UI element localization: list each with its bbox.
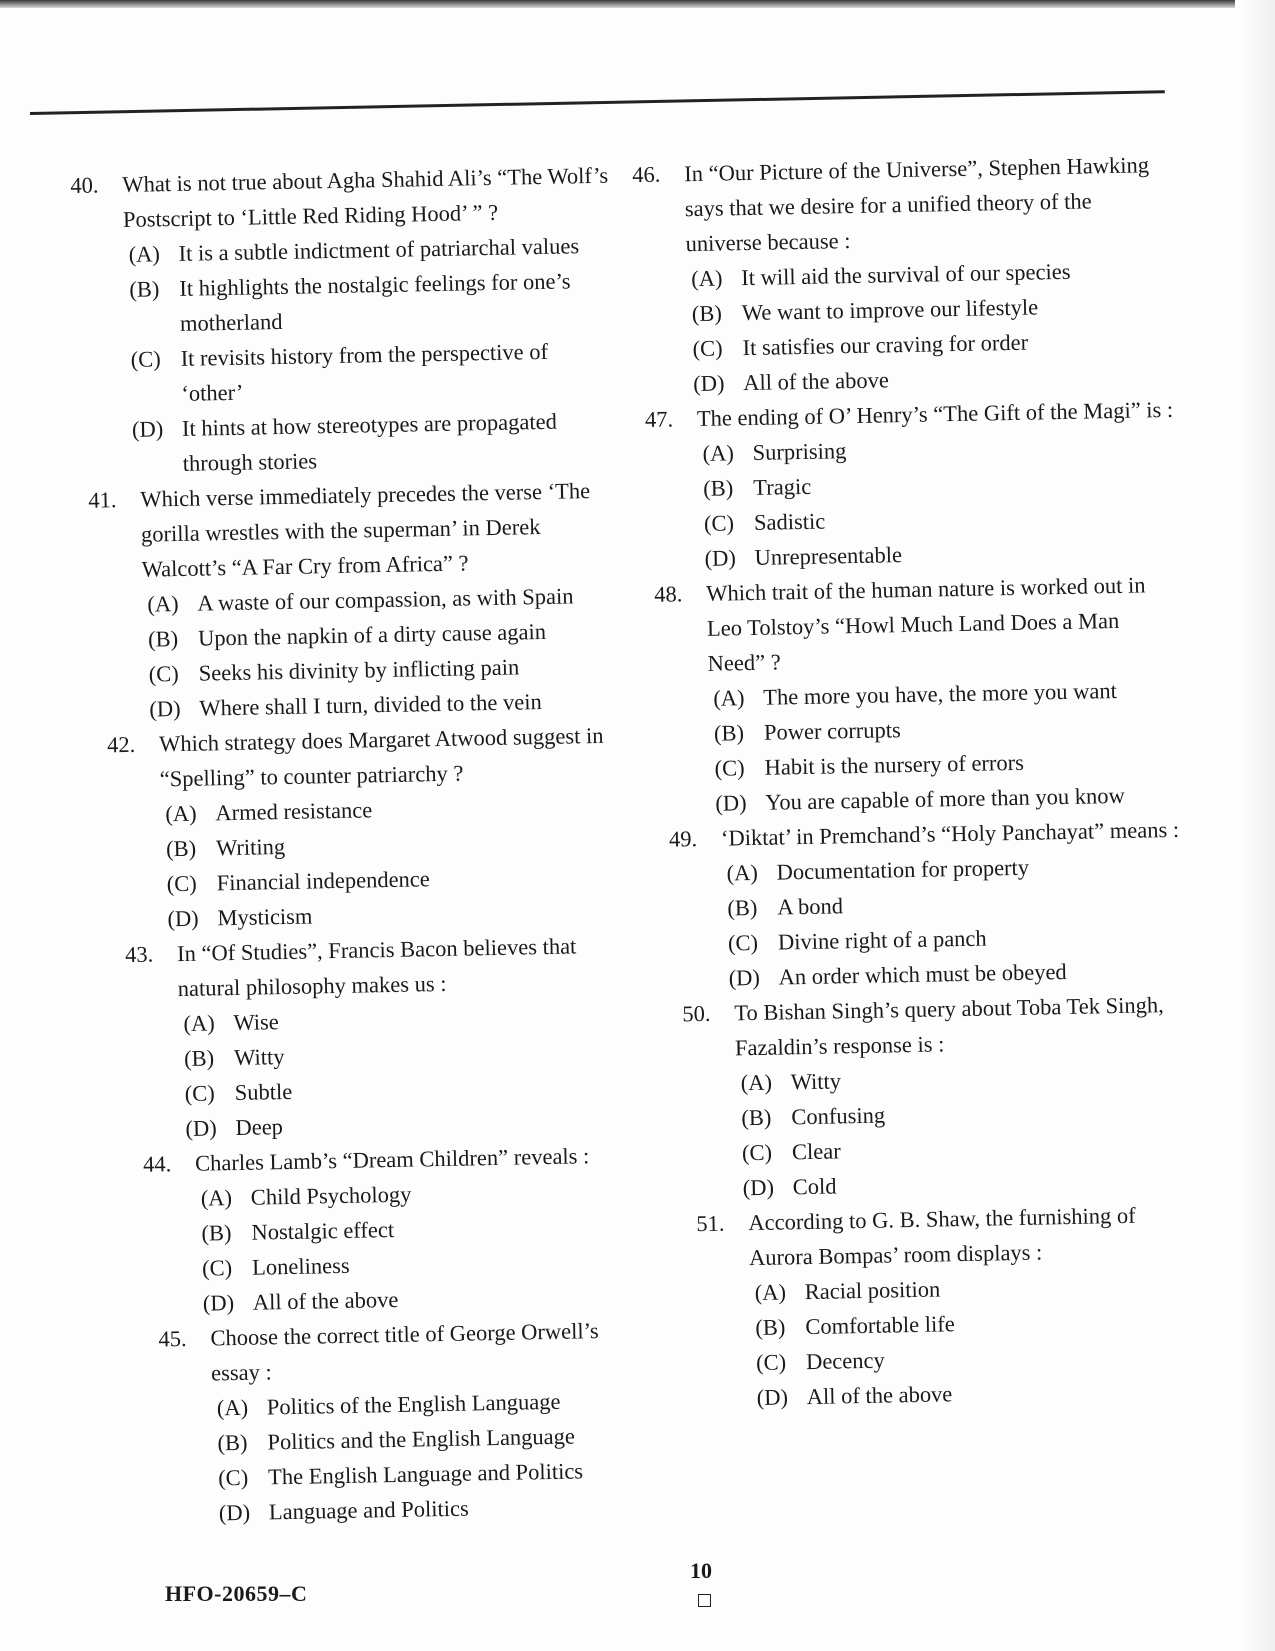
- right-column: [632, 147, 1198, 1522]
- question-number: 50.: [682, 1000, 711, 1027]
- option-label: (C): [184, 1080, 216, 1106]
- question-number: 45.: [158, 1325, 187, 1352]
- option-label: (D): [756, 1384, 789, 1411]
- option-label: (C): [692, 335, 723, 362]
- option-list: [697, 427, 1180, 576]
- option-list: [142, 578, 621, 727]
- paper-code: HFO-20659–C: [165, 1581, 308, 1606]
- option-label: (B): [147, 626, 179, 652]
- option-text: You are capable of more than you know: [765, 782, 1125, 815]
- option-text: It is a subtle indictment of patriarchal values: [178, 233, 580, 266]
- question-number: 41.: [88, 487, 117, 513]
- question-body: [721, 812, 1188, 996]
- question-content: [70, 146, 1216, 1532]
- scan-edge-right: [1235, 0, 1275, 1651]
- option-label: (A): [713, 685, 745, 711]
- header-rule: [30, 90, 1165, 115]
- option-text: Language and Politics: [268, 1495, 469, 1525]
- question-text: To Bishan Singh’s query about Toba Tek Singh, Fazaldin’s response is :: [734, 992, 1164, 1061]
- option-list: [160, 788, 625, 937]
- option-text: Documentation for property: [776, 854, 1030, 885]
- question-body: [748, 1197, 1196, 1415]
- option-text: Habit is the nursery of errors: [764, 749, 1025, 780]
- option-label: (D): [715, 790, 747, 816]
- option-label: (B): [183, 1045, 215, 1071]
- question-number: 47.: [644, 406, 674, 433]
- option-label: (C): [130, 346, 161, 372]
- question-text: According to G. B. Shaw, the furnishing of Aurora Bompas’ room displays :: [748, 1202, 1136, 1271]
- option-label: (A): [165, 800, 197, 827]
- option-item: [751, 1372, 1196, 1416]
- option-list: [708, 672, 1185, 821]
- option-label: (D): [167, 905, 199, 932]
- option-text: Deep: [235, 1114, 284, 1140]
- option-text: Witty: [790, 1068, 842, 1095]
- option-label: (C): [714, 755, 745, 781]
- option-item: [127, 403, 616, 482]
- option-text: Financial independence: [216, 866, 430, 896]
- option-text: Child Psychology: [250, 1181, 412, 1210]
- option-text: Subtle: [234, 1078, 293, 1106]
- option-text: It hints at how stereotypes are propagated through stories: [181, 408, 558, 476]
- option-label: (C): [166, 870, 197, 897]
- option-text: All of the above: [743, 367, 890, 396]
- question-text: Choose the correct title of George Orwell’s essay :: [210, 1318, 599, 1386]
- page-number: 10: [690, 1558, 712, 1583]
- option-label: (B): [713, 720, 745, 746]
- option-text: Loneliness: [251, 1252, 350, 1280]
- question-columns: [70, 146, 1216, 1532]
- option-list: [721, 847, 1188, 996]
- left-column: [70, 158, 636, 1533]
- option-text: Armed resistance: [215, 797, 373, 826]
- question-text: In “Of Studies”, Francis Bacon believes that natural philosophy makes us :: [176, 933, 577, 1002]
- option-label: (A): [690, 265, 723, 292]
- question-body: [734, 987, 1192, 1206]
- option-label: (D): [185, 1115, 217, 1141]
- option-label: (D): [728, 964, 761, 991]
- option-label: (B): [129, 276, 160, 302]
- option-text: Where shall I turn, divided to the vein: [199, 689, 542, 721]
- option-text: Nostalgic effect: [251, 1216, 395, 1245]
- option-text: Upon the napkin of a dirty cause again: [197, 618, 547, 651]
- option-label: (B): [165, 835, 197, 862]
- option-label: (C): [148, 661, 179, 687]
- option-label: (A): [702, 440, 735, 466]
- option-label: (D): [202, 1290, 235, 1316]
- question-number: 51.: [696, 1210, 725, 1237]
- option-label: (A): [183, 1010, 215, 1036]
- question: [158, 1312, 636, 1531]
- question-text: Charles Lamb’s “Dream Children” reveals :: [194, 1143, 590, 1176]
- question-body: [706, 567, 1185, 821]
- option-text: Clear: [791, 1138, 841, 1165]
- option-list: [686, 252, 1177, 401]
- option-text: Racial position: [804, 1276, 941, 1305]
- question-number: 43.: [124, 941, 154, 968]
- question-body: [177, 927, 629, 1146]
- option-text: All of the above: [252, 1286, 399, 1315]
- question: [143, 1137, 632, 1321]
- question: [70, 158, 616, 483]
- option-label: (C): [741, 1139, 773, 1166]
- option-text: It highlights the nostalgic feelings for one’s motherland: [179, 268, 571, 336]
- question-text: In “Our Picture of the Universe”, Stephen Hawking says that we desire for a unified theory of the universe because :: [683, 152, 1150, 257]
- option-text: Unrepresentable: [754, 542, 903, 570]
- question: [645, 392, 1180, 577]
- option-text: Comfortable life: [805, 1311, 955, 1340]
- option-text: Power corrupts: [763, 717, 902, 745]
- question: [654, 567, 1185, 822]
- option-list: [749, 1267, 1196, 1415]
- option-text: Cold: [792, 1173, 837, 1200]
- question-text: Which strategy does Margaret Atwood suggest in “Spelling” to counter patriarchy ?: [158, 722, 604, 792]
- question-body: [697, 392, 1180, 576]
- question-body: [122, 158, 616, 482]
- option-text: Seeks his divinity by inflicting pain: [198, 654, 520, 686]
- option-list: [178, 997, 629, 1146]
- question: [632, 147, 1177, 402]
- option-text: Politics of the English Language: [266, 1388, 561, 1420]
- option-label: (B): [217, 1429, 248, 1456]
- question-number: 49.: [668, 826, 698, 852]
- question-text: Which trait of the human nature is worked out in Leo Tolstoy’s “Howl Much Land Does a Man Need” ?: [706, 572, 1146, 676]
- question-text: The ending of O’ Henry’s “The Gift of the Magi” is :: [696, 396, 1174, 432]
- question: [125, 927, 629, 1147]
- option-label: (D): [149, 695, 181, 722]
- option-item: [214, 1487, 637, 1530]
- question-number: 40.: [70, 172, 99, 198]
- option-text: Decency: [805, 1347, 885, 1375]
- question: [682, 987, 1192, 1207]
- option-label: (B): [727, 894, 758, 921]
- option-text: We want to improve our lifestyle: [741, 294, 1039, 326]
- question: [669, 812, 1188, 997]
- question-number: 44.: [142, 1151, 172, 1177]
- option-label: (A): [216, 1394, 249, 1421]
- option-item: [125, 333, 614, 412]
- option-label: (A): [740, 1069, 773, 1096]
- option-label: (A): [128, 241, 161, 267]
- question-body: [159, 718, 625, 937]
- option-label: (D): [218, 1499, 251, 1526]
- option-text: Confusing: [791, 1102, 886, 1130]
- question-number: 42.: [106, 731, 136, 758]
- option-label: (D): [742, 1174, 775, 1201]
- option-text: It satisfies our craving for order: [742, 329, 1029, 361]
- question-body: [140, 473, 621, 727]
- option-label: (B): [691, 300, 723, 327]
- option-text: Sadistic: [753, 508, 826, 535]
- option-text: Politics and the English Language: [267, 1423, 576, 1455]
- option-text: A bond: [777, 893, 844, 920]
- option-label: (A): [200, 1185, 233, 1211]
- option-label: (C): [217, 1464, 249, 1491]
- option-text: All of the above: [806, 1381, 953, 1410]
- question-text: What is not true about Agha Shahid Ali’s “The Wolf’s Postscript to ‘Little Red Riding Hood’ ” ?: [122, 162, 609, 232]
- option-text: The more you have, the more you want: [763, 678, 1118, 710]
- option-text: An order which must be obeyed: [778, 959, 1067, 990]
- option-label: (B): [201, 1220, 232, 1246]
- option-list: [735, 1057, 1192, 1206]
- option-label: (C): [703, 510, 735, 536]
- option-text: Tragic: [753, 473, 812, 500]
- option-text: Writing: [215, 833, 286, 861]
- option-label: (D): [131, 416, 164, 442]
- option-label: (A): [147, 590, 179, 617]
- option-item: [124, 263, 613, 342]
- page-marker-box-icon: [698, 1594, 711, 1607]
- option-label: (C): [201, 1255, 233, 1281]
- option-label: (A): [726, 859, 759, 886]
- option-label: (A): [754, 1279, 787, 1306]
- option-list: [195, 1172, 632, 1320]
- option-label: (B): [755, 1314, 786, 1341]
- option-text: It revisits history from the perspective of ‘other’: [180, 338, 549, 406]
- question: [88, 473, 621, 728]
- option-label: (D): [704, 545, 737, 571]
- question-text: Which verse immediately precedes the verse ‘The gorilla wrestles with the superman’ in Derek Walcott’s “A Far Cry from Africa” ?: [140, 478, 591, 582]
- option-label: (D): [693, 370, 725, 397]
- option-label: (C): [755, 1349, 787, 1376]
- question: [696, 1197, 1196, 1416]
- question-number: 46.: [631, 161, 661, 188]
- scan-edge-top: [0, 0, 1275, 8]
- question-body: [684, 147, 1177, 401]
- question: [107, 718, 625, 938]
- option-label: (C): [727, 929, 759, 956]
- option-text: The English Language and Politics: [267, 1458, 584, 1490]
- option-label: (B): [703, 475, 734, 501]
- option-text: Wise: [233, 1009, 280, 1036]
- option-text: Witty: [233, 1044, 285, 1071]
- question-number: 48.: [654, 581, 683, 607]
- option-text: Divine right of a panch: [777, 925, 987, 955]
- option-text: A waste of our compassion, as with Spain: [197, 583, 574, 616]
- option-list: [123, 228, 616, 482]
- question-body: [195, 1137, 632, 1320]
- option-text: Surprising: [752, 438, 847, 465]
- question-text: ‘Diktat’ in Premchand’s “Holy Panchayat” means :: [720, 816, 1180, 851]
- option-text: Mysticism: [217, 903, 313, 931]
- option-text: It will aid the survival of our species: [740, 258, 1071, 291]
- question-body: [210, 1312, 636, 1530]
- option-label: (B): [741, 1104, 772, 1131]
- option-list: [211, 1382, 636, 1530]
